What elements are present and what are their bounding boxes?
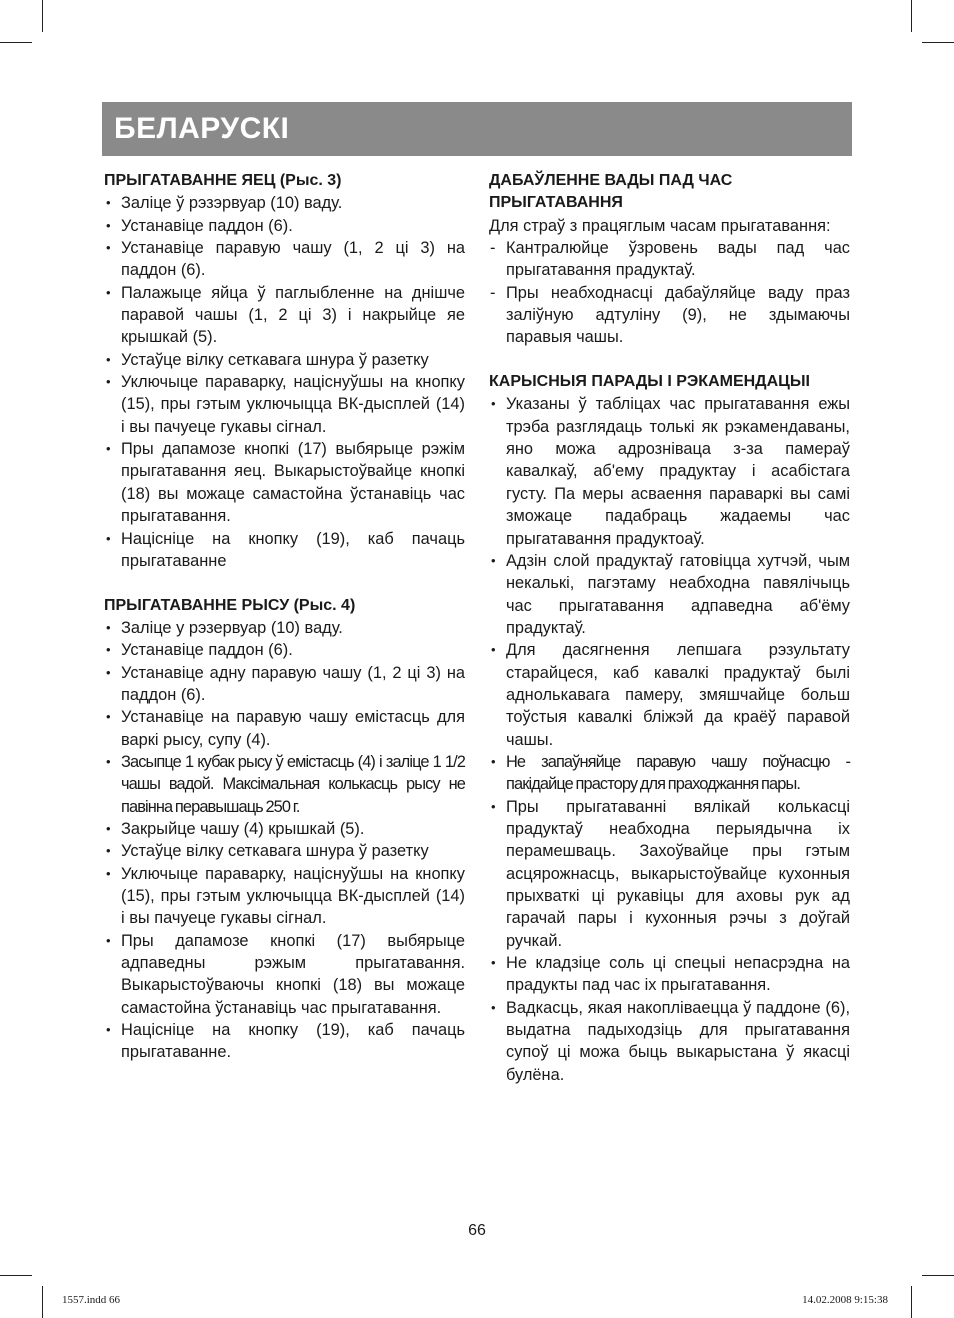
crop-mark [0,1275,32,1276]
print-file-info: 1557.indd 66 [62,1294,121,1306]
list-item: - Пры неабходнасці дабаўляйце ваду праз заліўную адтуліну (9), не здымаючы паравыя чашы. [489,282,850,349]
list-item: • Вадкасць, якая накопліваецца ў паддоне (6), выдатна падыходзіць для прыгатавання супоў ці можа быць выкарыстана ў якасці булёна. [489,997,850,1086]
tips-section-title: КАРЫСНЫЯ ПАРАДЫ І РЭКАМЕНДАЦЫІ [489,373,810,391]
right-column [489,170,850,1086]
rice-steps-list [104,617,465,1064]
eggs-steps-list [104,192,465,572]
list-item: • Засыпце 1 кубак рысу ў емістасць (4) і заліце 1 1/2 чашы вадой. Максімальная колькасць рысу не павінна перавышаць 250 г. [104,751,465,818]
list-item: • Для дасягнення лепшага рэзультату старайцеся, каб кавалкі прадуктаў былі аднолькавага памеру, змяшчайце больш тоўстыя кавалкі бліжэй да краёў паравой чашы. [489,639,850,751]
crop-mark [911,1286,912,1318]
section-spacer [104,572,465,594]
water-steps-list [489,237,850,349]
list-item: • Пры прыгатаванні вялікай колькасці прадуктаў неабходна перыядычна іх перамешваць. Захоўвайце пры гэтым асцярожнасць, выкарыстоўвайце кухонныя прыхваткі ці рукавіцы для аховы рук ад гарачай пары і кухонныя рэчы з доўгай ручкай. [489,796,850,952]
tips-list [489,393,850,1086]
water-section-title: ДАБАЎЛЕННЕ ВАДЫ ПАД ЧАС ПРЫГАТАВАННЯ [489,172,733,212]
list-item: • Устанавіце паддон (6). [104,215,465,237]
eggs-section [104,170,465,572]
crop-mark [922,42,954,43]
left-column [104,170,465,1064]
list-item: • Устанавіце паддон (6). [104,639,465,661]
list-item: • Уключыце параварку, націснуўшы на кнопку (15), пры гэтым уключыцца ВК-дысплей (14) і вы пачуеце гукавы сігнал. [104,371,465,438]
print-date-info: 14.02.2008 9:15:38 [802,1294,888,1306]
crop-mark [42,1286,43,1318]
crop-mark [911,0,912,32]
list-item: • Устанавіце паравую чашу (1, 2 ці 3) на паддон (6). [104,237,465,282]
list-item: • Устанавіце на паравую чашу емістасць для варкі рысу, супу (4). [104,706,465,751]
list-item: • Устаўце вілку сеткавага шнура ў разетку [104,840,465,862]
rice-section-title: ПРЫГАТАВАННЕ РЫСУ (Рыс. 4) [104,596,356,614]
list-item: • Пры дапамозе кнопкі (17) выбярыце рэжім прыгатавання яец. Выкарыстоўвайце кнопкі (18) вы можаце самастойна ўстанавіць час прыгатавання. [104,438,465,527]
list-item: • Закрыйце чашу (4) крышкай (5). [104,818,465,840]
crop-mark [922,1275,954,1276]
list-item: • Націсніце на кнопку (19), каб пачаць прыгатаванне [104,528,465,573]
tips-section [489,371,850,1086]
rice-section [104,595,465,1064]
list-item: • Уключыце параварку, націснуўшы на кнопку (15), пры гэтым уключыцца ВК-дысплей (14) і вы пачуеце гукавы сігнал. [104,863,465,930]
water-intro: Для страў з працяглым часам прыгатавання: [489,216,831,235]
list-item: • Палажыце яйца ў паглыбленне на днішче паравой чашы (1, 2 ці 3) і накрыйце яе крышкай (5). [104,282,465,349]
list-item: • Устаўце вілку сеткавага шнура ў разетку [104,349,465,371]
list-item: - Кантралюйце ўзровень вады пад час прыгатавання прадуктаў. [489,237,850,282]
list-item: • Націсніце на кнопку (19), каб пачаць прыгатаванне. [104,1019,465,1064]
eggs-section-title: ПРЫГАТАВАННЕ ЯЕЦ (Рыс. 3) [104,172,342,189]
list-item: • Указаны ў табліцах час прыгатавання ежы трэба разглядаць толькі як рэкамендаваны, яно можа адрозніваца з-за памераў кавалкаў, аб'ему прадуктау і асабістага густу. Па меры асваення параваркі вы самі зможаце падабраць жадаемы час прыгатавання прадуктоаў. [489,393,850,549]
language-title: БЕЛАРУСКІ [114,112,290,145]
list-item: • Адзін слой прадуктаў гатовіцца хутчэй, чым некалькі, пагэтаму неабходна павялічыць час прыгатавання адпаведна аб'ёму прадуктаў. [489,550,850,639]
list-item: • Пры дапамозе кнопкі (17) выбярыце адпаведны рэжым прыгатавання. Выкарыстоўваючы кнопкі (18) вы можаце самастойна ўстанавіць час прыгатавання. [104,930,465,1019]
section-spacer [489,349,850,371]
crop-mark [0,42,32,43]
list-item: • Заліце ў рэзэрвуар (10) ваду. [104,192,465,214]
list-item: • Устанавіце адну паравую чашу (1, 2 ці 3) на паддон (6). [104,662,465,707]
crop-mark [42,0,43,32]
list-item: • Заліце у рэзервуар (10) ваду. [104,617,465,639]
list-item: • Не кладзіце соль ці спецыі непасрэдна на прадукты пад час іх прыгатавання. [489,952,850,997]
water-section [489,170,850,349]
page-number: 66 [468,1222,486,1239]
language-header-bar [102,102,852,156]
list-item: • Не запаўняйце паравую чашу поўнасцю - пакідайце прастору для праходжання пары. [489,751,850,796]
